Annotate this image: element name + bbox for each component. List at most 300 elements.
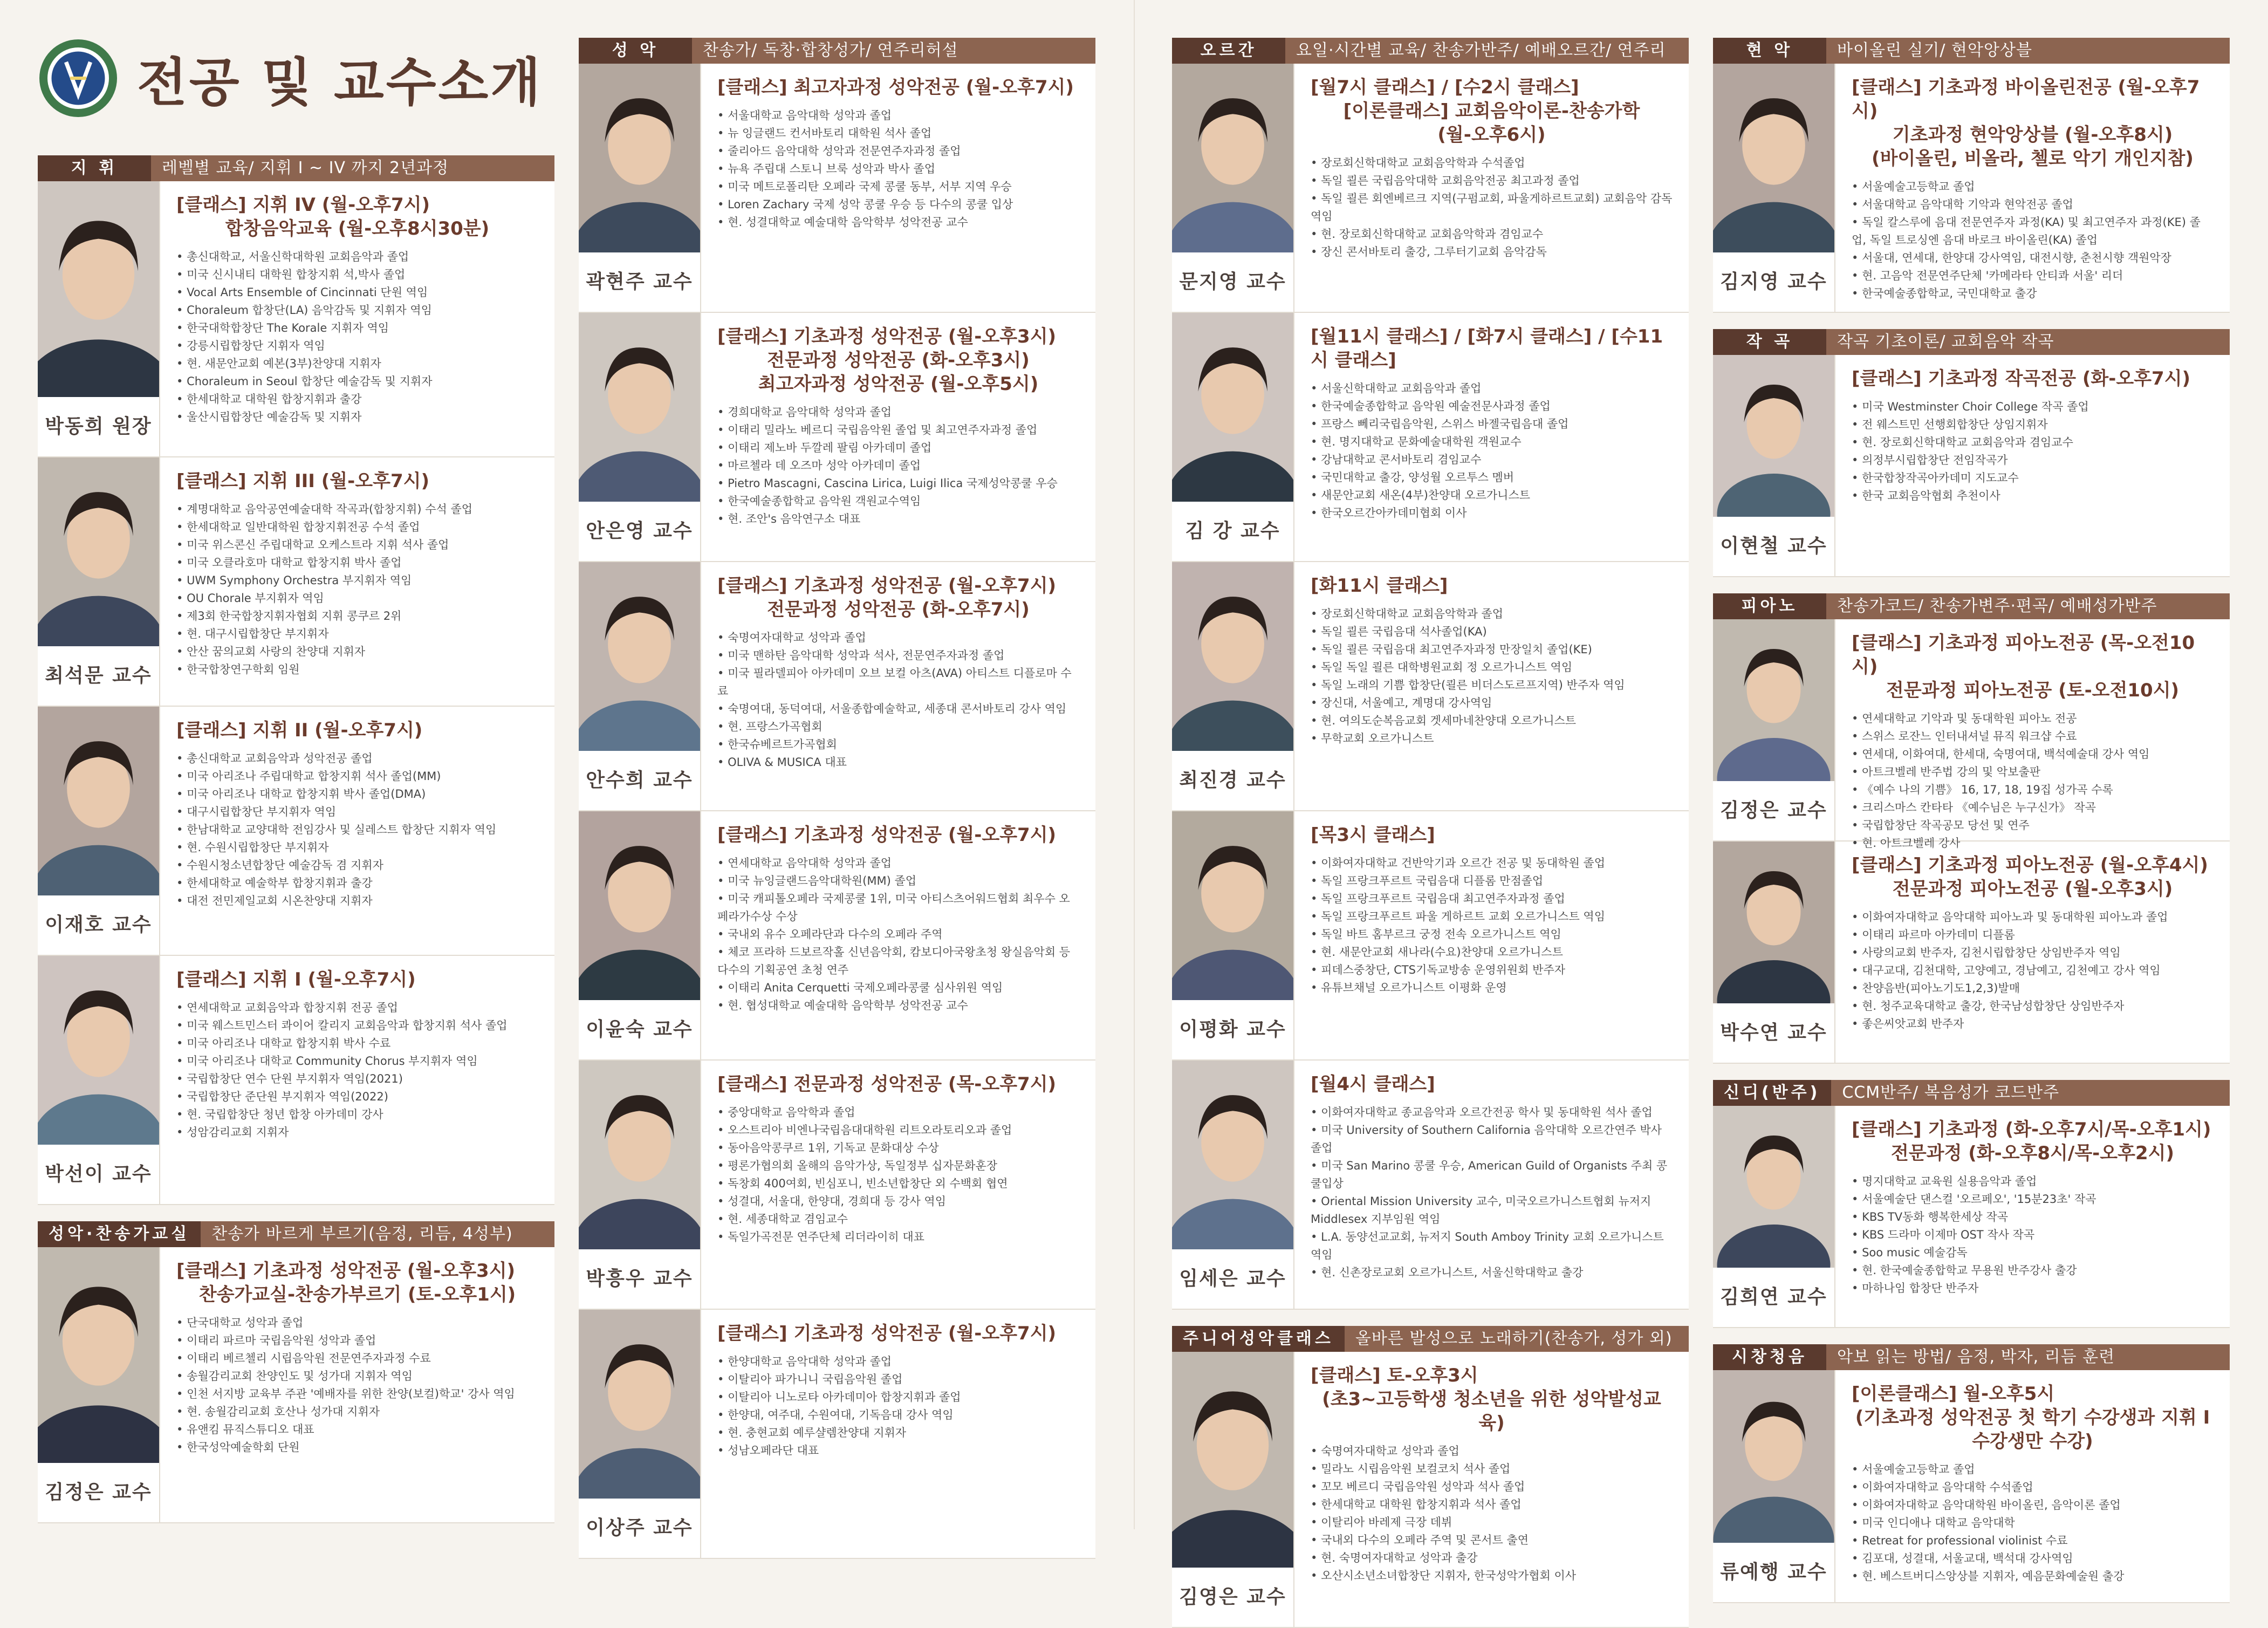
- career-item: • 한국대학합창단 The Korale 지휘자 역임: [176, 319, 538, 337]
- professor-info: [160, 181, 554, 456]
- professor-info: [160, 457, 554, 706]
- professor-name: 김정은 교수: [45, 1481, 152, 1503]
- career-item: • 한국 교회음악협회 추천이사: [1852, 487, 2214, 505]
- class-title-line: [클래스] 기초과정 성악전공 (월-오후3시): [717, 326, 1057, 347]
- professor-card: [1172, 1352, 1689, 1628]
- professor-photo-area: [579, 313, 701, 561]
- career-item: • 스위스 로잔느 인터내셔널 뮤직 워크샵 수료: [1852, 728, 2214, 745]
- career-item: • 강릉시립합창단 지휘자 역임: [176, 337, 538, 355]
- category-description: 작곡 기초이론/ 교회음악 작곡: [1826, 329, 2230, 355]
- category-header: [1172, 1326, 1689, 1352]
- career-item: • 이탈리아 니노로타 아카데미아 합창지휘과 졸업: [717, 1388, 1079, 1406]
- career-item: • 이화여자대학교 종교음악과 오르간전공 학사 및 동대학원 석사 졸업: [1311, 1104, 1673, 1121]
- class-title-line: [월4시 클래스]: [1311, 1073, 1435, 1095]
- career-item: • 현. 협성대학교 예술대학 음악학부 성악전공 교수: [717, 997, 1079, 1015]
- professor-photo: [38, 1247, 159, 1463]
- career-item: • 동아음악콩쿠르 1위, 기독교 문화대상 수상: [717, 1139, 1079, 1157]
- category-description: 찬송가/ 독창·합창성가/ 연주리허설: [692, 38, 1095, 64]
- career-list: [1311, 1442, 1673, 1585]
- career-item: • 송월감리교회 찬양인도 및 성가대 지휘자 역임: [176, 1367, 538, 1385]
- professor-info: [701, 1310, 1095, 1558]
- class-title: [717, 1072, 1079, 1096]
- class-title: [717, 76, 1079, 99]
- class-title: [717, 574, 1079, 621]
- class-title-line: 최고자과정 성악전공 (월-오후5시): [758, 373, 1039, 395]
- class-title-line: [클래스] 최고자과정 성악전공 (월-오후7시): [717, 77, 1074, 98]
- career-item: • 현. 청주교육대학교 출강, 한국남성합창단 상임반주자: [1852, 997, 2214, 1015]
- professor-card: [1172, 562, 1689, 811]
- class-title: [176, 469, 538, 493]
- class-title-line: [클래스] 기초과정 성악전공 (월-오후3시): [176, 1260, 516, 1282]
- career-item: • 총신대학교, 서울신학대학원 교회음악과 졸업: [176, 248, 538, 266]
- career-item: • 현. 조안's 음악연구소 대표: [717, 510, 1079, 528]
- column-vocal: [579, 38, 1095, 1559]
- career-item: • 현. 충현교회 예루샬렘찬양대 지휘자: [717, 1424, 1079, 1442]
- professor-card: [38, 457, 554, 707]
- career-item: • 한국합창작곡아카데미 지도교수: [1852, 469, 2214, 487]
- professor-photo: [1713, 619, 1834, 781]
- professor-photo: [1713, 842, 1834, 1003]
- career-item: • 계명대학교 음악공연예술대학 작곡과(합창지휘) 수석 졸업: [176, 501, 538, 518]
- career-item: • 연세대, 이화여대, 한세대, 숙명여대, 백석예술대 강사 역임: [1852, 745, 2214, 763]
- career-item: • 유앤킴 뮤직스튜디오 대표: [176, 1421, 538, 1439]
- career-item: • 찬양음반(피아노기도1,2,3)발매: [1852, 980, 2214, 997]
- professor-card: [1713, 64, 2230, 313]
- professor-card: [1713, 619, 2230, 850]
- career-item: • 국립합창단 준단원 부지휘자 역임(2022): [176, 1088, 538, 1106]
- career-item: • 사랑의교회 반주자, 김천시립합창단 상임반주자 역임: [1852, 944, 2214, 962]
- category-header: [1713, 38, 2230, 64]
- class-title-line: 전문과정 성악전공 (화-오후7시): [767, 599, 1030, 620]
- career-list: [1311, 1104, 1673, 1282]
- career-item: • 이태리 파르마 아카데미 디플롬: [1852, 926, 2214, 944]
- career-item: • 한국예술종합학교 음악원 예술전문사과정 졸업: [1311, 398, 1673, 415]
- class-title: [1311, 325, 1673, 372]
- career-item: • 독창회 400여회, 빈심포니, 빈소년합창단 외 수백회 협연: [717, 1175, 1079, 1193]
- class-title: [1311, 823, 1673, 847]
- professor-photo: [579, 64, 700, 252]
- class-title: [1852, 1382, 2214, 1453]
- career-item: • 현. 새문안교회 새나라(수요)찬양대 오르가니스트: [1311, 943, 1673, 961]
- career-item: • 현. 명지대학교 문화예술대학원 객원교수: [1311, 433, 1673, 451]
- career-item: • 아트크벨레 반주법 강의 및 악보출판: [1852, 763, 2214, 781]
- career-item: • 독일 독일 쾰른 대학병원교회 정 오르가니스트 역임: [1311, 659, 1673, 676]
- professor-info: [1294, 562, 1689, 810]
- career-item: • KBS 드라마 이제마 OST 작사 작곡: [1852, 1226, 2214, 1244]
- professor-name: 최진경 교수: [1179, 769, 1286, 791]
- category-name: 현 악: [1713, 38, 1826, 64]
- career-item: • KBS TV동화 행복한세상 작곡: [1852, 1208, 2214, 1226]
- professor-photo: [579, 1310, 700, 1499]
- category-name: 신디(반주): [1713, 1080, 1831, 1106]
- professor-name: 김희연 교수: [1720, 1286, 1827, 1308]
- professor-photo: [38, 181, 159, 397]
- career-item: • OLIVA & MUSICA 대표: [717, 754, 1079, 771]
- class-title: [1852, 631, 2214, 702]
- career-item: • 안산 꿈의교회 사랑의 찬양대 지휘자: [176, 643, 538, 661]
- professor-photo: [1713, 1106, 1834, 1268]
- professor-info: [160, 1247, 554, 1522]
- professor-photo-area: [1172, 1061, 1294, 1309]
- career-item: • 이태리 제노바 두깔레 팔림 아카데미 졸업: [717, 439, 1079, 457]
- career-item: • 대구교대, 김천대학, 고양예고, 경남예고, 김천예고 강사 역임: [1852, 962, 2214, 980]
- professor-info: [160, 956, 554, 1204]
- career-item: • 김포대, 성결대, 서울교대, 백석대 강사역임: [1852, 1550, 2214, 1568]
- career-item: • 이탈리아 바레제 극장 데뷔: [1311, 1514, 1673, 1531]
- professor-name: 곽현주 교수: [586, 271, 693, 293]
- professor-card: [1172, 811, 1689, 1061]
- category-description: 요일·시간별 교육/ 찬송가반주/ 예배오르간/ 연주리허설: [1285, 38, 1689, 64]
- career-item: • 밀라노 시립음악원 보컬코치 석사 졸업: [1311, 1460, 1673, 1478]
- class-title-line: [클래스] 기초과정 성악전공 (월-오후7시): [717, 575, 1057, 597]
- professor-photo-area: [38, 707, 160, 955]
- professor-name: 안은영 교수: [586, 520, 693, 542]
- class-title-line: [클래스] 기초과정 (화-오후7시/목-오후1시): [1852, 1119, 2211, 1140]
- career-list: [717, 403, 1079, 528]
- career-item: • 오산시소년소녀합창단 지휘자, 한국성악가협회 이사: [1311, 1567, 1673, 1585]
- professor-card: [1713, 1106, 2230, 1328]
- career-list: [176, 1314, 538, 1456]
- category-description: 바이올린 실기/ 현악앙상블: [1826, 38, 2230, 64]
- professor-photo: [579, 313, 700, 502]
- class-title-line: [클래스] 지휘 III (월-오후7시): [176, 470, 429, 492]
- career-item: • 현. 신촌장로교회 오르가니스트, 서울신학대학교 출강: [1311, 1264, 1673, 1282]
- professor-photo: [1713, 64, 1834, 252]
- career-item: • Soo music 예술감독: [1852, 1244, 2214, 1262]
- professor-info: [701, 64, 1095, 312]
- category-name: 성 악: [579, 38, 692, 64]
- category-description: CCM반주/ 복음성가 코드반주: [1831, 1080, 2230, 1106]
- career-list: [1311, 854, 1673, 997]
- professor-card: [579, 313, 1095, 562]
- career-item: • 현. 아트크벨레 강사: [1852, 834, 2214, 852]
- career-item: • 미국 아리조나 주립대학교 합창지휘 석사 졸업(MM): [176, 768, 538, 785]
- career-item: • 독일 쾰른 국립음악대학 교회음악전공 최고과정 졸업: [1311, 172, 1673, 190]
- career-item: • 현. 성결대학교 예술대학 음악학부 성악전공 교수: [717, 214, 1079, 231]
- career-item: • 한국예술종합학교 음악원 객원교수역임: [717, 492, 1079, 510]
- class-title-line: 전문과정 성악전공 (화-오후3시): [767, 350, 1030, 371]
- category-header: [579, 38, 1095, 64]
- professor-photo: [1172, 811, 1293, 1000]
- professor-photo: [38, 457, 159, 646]
- professor-info: [1835, 1106, 2230, 1327]
- professor-card: [579, 811, 1095, 1061]
- professor-name: 김지영 교수: [1720, 271, 1827, 293]
- career-item: • 독일 노래의 기쁨 합창단(쾰른 비더스도르프지역) 반주자 역임: [1311, 676, 1673, 694]
- career-list: [176, 999, 538, 1141]
- class-title-line: [목3시 클래스]: [1311, 824, 1435, 846]
- career-item: • 현. 장로회신학대학교 교회음악학과 겸임교수: [1311, 225, 1673, 243]
- professor-name: 김정은 교수: [1720, 799, 1827, 822]
- professor-photo-area: [579, 1310, 701, 1558]
- career-item: • 한국오르간아카데미협회 이사: [1311, 504, 1673, 522]
- career-item: • 미국 위스콘신 주립대학교 오케스트라 지휘 석사 졸업: [176, 536, 538, 554]
- professor-name: 김영은 교수: [1179, 1586, 1286, 1608]
- page-title: 전공 및 교수소개: [137, 52, 543, 113]
- career-item: • 한양대, 여주대, 수원여대, 기독음대 강사 역임: [717, 1406, 1079, 1424]
- professor-photo: [1713, 355, 1834, 517]
- class-title-line: 전문과정 (화-오후8시/목-오후2시): [1891, 1143, 2174, 1164]
- class-title-line: 기초과정 현악앙상블 (월-오후8시): [1892, 124, 2173, 146]
- career-item: • L.A. 동양선교교회, 뉴저지 South Amboy Trinity 교회 오르가니스트 역임: [1311, 1228, 1673, 1264]
- career-item: • 숙명여자대학교 성악과 졸업: [717, 629, 1079, 647]
- category-name: 오르간: [1172, 38, 1285, 64]
- career-item: • 한세대학교 대학원 합창지휘과 석사 졸업: [1311, 1496, 1673, 1514]
- career-item: • 국민대학교 출강, 양성월 오르투스 멤버: [1311, 469, 1673, 487]
- career-item: • 미국 필라델피아 아카데미 오브 보컬 아츠(AVA) 아티스트 디플로마 수료: [717, 665, 1079, 700]
- career-list: [1311, 380, 1673, 522]
- career-item: • Retreat for professional violinist 수료: [1852, 1532, 2214, 1550]
- career-item: • 장신 콘서바토리 출강, 그루터기교회 음악감독: [1311, 243, 1673, 261]
- professor-card: [1713, 842, 2230, 1064]
- left-page: [0, 0, 1134, 1539]
- career-item: • 한국합창연구학회 임원: [176, 661, 538, 679]
- career-item: • 이태리 Anita Cerquetti 국제오페라콩쿨 심사위원 역임: [717, 979, 1079, 997]
- professor-card: [38, 1247, 554, 1523]
- professor-photo-area: [1172, 64, 1294, 312]
- career-item: • 의정부시립합창단 전임작곡가: [1852, 452, 2214, 469]
- career-item: • 이화여자대학교 건반악기과 오르간 전공 및 동대학원 졸업: [1311, 854, 1673, 872]
- career-item: • 한세대학교 예술학부 합창지휘과 출강: [176, 874, 538, 892]
- career-item: • 현. 베스트버디스앙상블 지휘자, 예음문화예술원 출강: [1852, 1568, 2214, 1585]
- class-title-line: [클래스] 전문과정 성악전공 (목-오후7시): [717, 1073, 1057, 1095]
- career-item: • 대전 전민제일교회 시온찬양대 지휘자: [176, 892, 538, 910]
- career-item: • 연세대학교 음악대학 성악과 졸업: [717, 854, 1079, 872]
- career-item: • 한세대학교 대학원 합창지휘과 출강: [176, 391, 538, 408]
- professor-photo-area: [1713, 619, 1835, 840]
- career-item: • 무학교회 오르가니스트: [1311, 730, 1673, 748]
- career-item: • 미국 University of Southern California 음악대학 오르간연주 박사 졸업: [1311, 1121, 1673, 1157]
- professor-photo-area: [38, 181, 160, 456]
- professor-photo-area: [1172, 811, 1294, 1059]
- professor-photo-area: [1172, 1352, 1294, 1627]
- professor-card: [1172, 1061, 1689, 1310]
- career-item: • 미국 San Marino 콩쿨 우승, American Guild of Organists 주최 콩쿨입상: [1311, 1157, 1673, 1193]
- title-block: [38, 38, 543, 119]
- professor-card: [1713, 355, 2230, 577]
- career-item: • Choraleum 합창단(LA) 음악감독 및 지휘자 역임: [176, 302, 538, 319]
- professor-photo: [1172, 1352, 1293, 1568]
- career-item: • 서울대, 연세대, 한양대 강사역임, 대전시향, 춘천시향 객원악장: [1852, 249, 2214, 267]
- career-item: • 새문안교회 새온(4부)찬양대 오르가니스트: [1311, 487, 1673, 504]
- career-item: • 연세대학교 기악과 및 동대학원 피아노 전공: [1852, 710, 2214, 728]
- career-list: [176, 750, 538, 910]
- professor-photo-area: [1713, 1106, 1835, 1327]
- career-item: • 독일 프랑크푸르트 파울 게하르트 교회 오르가니스트 역임: [1311, 908, 1673, 926]
- professor-photo: [579, 1061, 700, 1249]
- column-conducting: [38, 155, 554, 1523]
- category-name: 지 휘: [38, 155, 151, 181]
- career-item: • Pietro Mascagni, Cascina Lirica, Luigi Ilica 국제성악콩쿨 우승: [717, 475, 1079, 492]
- career-item: • 현. 한국예술종합학교 무용원 반주강사 출강: [1852, 1262, 2214, 1280]
- career-item: • 현. 숙명여자대학교 성악과 출강: [1311, 1549, 1673, 1567]
- career-item: • 독일 쾰른 국립음대 석사졸업(KA): [1311, 623, 1673, 641]
- career-item: • Loren Zachary 국제 성악 콩쿨 우승 등 다수의 콩쿨 입상: [717, 196, 1079, 214]
- career-item: • 줄리아드 음악대학 성악과 전문연주자과정 졸업: [717, 142, 1079, 160]
- professor-photo-area: [1172, 313, 1294, 561]
- career-item: • 성남오페라단 대표: [717, 1442, 1079, 1460]
- career-item: • 현. 새문안교회 예본(3부)찬양대 지휘자: [176, 355, 538, 373]
- career-item: • 이태리 베르첼리 시립음악원 전문연주자과정 수료: [176, 1350, 538, 1367]
- career-item: • 오스트리아 비엔나국립음대대학원 리트오라토리오과 졸업: [717, 1121, 1079, 1139]
- professor-photo-area: [579, 811, 701, 1059]
- class-title-line: (바이올린, 비올라, 첼로 악기 개인지참): [1872, 148, 2194, 169]
- professor-name: 이윤숙 교수: [586, 1018, 693, 1041]
- career-item: • 미국 맨하탄 음악대학 성악과 석사, 전문연주자과정 졸업: [717, 647, 1079, 665]
- class-title-line: [클래스] 지휘 IV (월-오후7시): [176, 194, 430, 216]
- career-item: • 미국 뉴잉글랜드음악대학원(MM) 졸업: [717, 872, 1079, 890]
- professor-info: [1294, 811, 1689, 1059]
- career-item: • 장로회신학대학교 교회음악학과 수석졸업: [1311, 154, 1673, 172]
- career-item: • 미국 아리조나 대학교 합창지휘 박사 졸업(DMA): [176, 785, 538, 803]
- career-item: • 서울예술고등학교 졸업: [1852, 1461, 2214, 1479]
- career-item: • 미국 신시내티 대학원 합창지휘 석,박사 졸업: [176, 266, 538, 284]
- class-title: [176, 1259, 538, 1306]
- professor-photo-area: [38, 457, 160, 706]
- career-item: • 경희대학교 음악대학 성악과 졸업: [717, 403, 1079, 421]
- career-item: • 독일 프랑크푸르트 국립음대 디플롬 만점졸업: [1311, 872, 1673, 890]
- category-name: 성악·찬송가교실: [38, 1221, 201, 1247]
- professor-info: [701, 811, 1095, 1059]
- career-item: • 숙명여대, 동덕여대, 서울종합예술학교, 세종대 콘서바토리 강사 역임: [717, 700, 1079, 718]
- career-item: • 좋은씨앗교회 반주자: [1852, 1015, 2214, 1033]
- professor-photo: [579, 811, 700, 1000]
- professor-info: [1294, 64, 1689, 312]
- class-title: [1852, 76, 2214, 170]
- class-title: [1852, 367, 2214, 391]
- class-title-line: (기초과정 성악전공 첫 학기 수강생과 지휘 I 수강생만 수강): [1855, 1407, 2210, 1452]
- career-item: • 전 웨스트민 선행회합창단 상임지휘자: [1852, 416, 2214, 434]
- professor-card: [1172, 313, 1689, 562]
- career-item: • 국내외 유수 오페라단과 다수의 오페라 주역: [717, 926, 1079, 943]
- professor-photo: [1172, 1061, 1293, 1249]
- career-item: • 독일 쾰른 국립음대 최고연주자과정 만장일치 졸업(KE): [1311, 641, 1673, 659]
- career-item: • 제3회 한국합창지휘자협회 지휘 콩쿠르 2위: [176, 607, 538, 625]
- career-item: • 《예수 나의 기쁨》 16, 17, 18, 19집 성가곡 수록: [1852, 781, 2214, 799]
- career-list: [717, 629, 1079, 771]
- career-item: • 유튜브채널 오르가니스트 이평화 운영: [1311, 979, 1673, 997]
- career-item: • 서울대학교 음악대학 기악과 현악전공 졸업: [1852, 196, 2214, 214]
- class-title-line: [클래스] 기초과정 성악전공 (월-오후7시): [717, 824, 1057, 846]
- professor-photo: [579, 562, 700, 751]
- career-item: • OU Chorale 부지휘자 역임: [176, 590, 538, 607]
- career-item: • 명지대학교 교육원 실용음악과 졸업: [1852, 1173, 2214, 1191]
- class-title: [1311, 76, 1673, 147]
- category-name: 작 곡: [1713, 329, 1826, 355]
- career-list: [1311, 605, 1673, 748]
- professor-photo-area: [579, 64, 701, 312]
- career-item: • 인천 서지방 교육부 주관 '예배자를 위한 찬양(보컬)학교' 강사 역임: [176, 1385, 538, 1403]
- class-title-line: (초3~고등학생 청소년을 위한 성악발성교육): [1322, 1388, 1661, 1434]
- professor-name: 김 강 교수: [1185, 520, 1280, 542]
- career-item: • 이태리 밀라노 베르디 국립음악원 졸업 및 최고연주자과정 졸업: [717, 421, 1079, 439]
- career-item: • 성암감리교회 지휘자: [176, 1124, 538, 1141]
- professor-name: 임세은 교수: [1179, 1268, 1286, 1290]
- professor-card: [579, 1061, 1095, 1310]
- career-list: [717, 1353, 1079, 1460]
- class-title: [717, 1322, 1079, 1345]
- career-list: [717, 1104, 1079, 1246]
- career-item: • Vocal Arts Ensemble of Cincinnati 단원 역임: [176, 284, 538, 302]
- career-item: • 평론가협의회 올해의 음악가상, 독일정부 십자문화훈장: [717, 1157, 1079, 1175]
- career-item: • 중앙대학교 음악학과 졸업: [717, 1104, 1079, 1121]
- class-title-line: [화11시 클래스]: [1311, 575, 1448, 597]
- class-title-line: [클래스] 지휘 I (월-오후7시): [176, 969, 416, 990]
- class-title: [717, 325, 1079, 396]
- class-title-line: [이론클래스] 교회음악이론-찬송가학: [1343, 100, 1640, 122]
- professor-info: [160, 707, 554, 955]
- professor-info: [1294, 1061, 1689, 1309]
- professor-card: [579, 64, 1095, 313]
- career-list: [1311, 154, 1673, 261]
- professor-card: [579, 562, 1095, 811]
- category-header: [1713, 1080, 2230, 1106]
- career-item: • 독일 칼스루에 음대 전문연주자 과정(KA) 및 최고연주자 과정(KE) 졸업, 독일 트로싱엔 음대 바로크 바이올린(KA) 졸업: [1852, 214, 2214, 249]
- class-title-line: 합창음악교육 (월-오후8시30분): [225, 218, 490, 240]
- category-header: [1713, 1344, 2230, 1370]
- class-title-line: [이론클래스] 월-오후5시: [1852, 1383, 2055, 1405]
- career-item: • 국립합창단 연수 단원 부지휘자 역임(2021): [176, 1070, 538, 1088]
- category-name: 피아노: [1713, 593, 1826, 619]
- professor-info: [1835, 1370, 2230, 1602]
- career-item: • 현. 대구시립합창단 부지휘자: [176, 625, 538, 643]
- professor-photo: [1713, 1370, 1834, 1543]
- professor-name: 류예행 교수: [1720, 1561, 1827, 1583]
- career-item: • 미국 아리조나 대학교 합창지휘 박사 수료: [176, 1035, 538, 1052]
- class-title: [1311, 1072, 1673, 1096]
- career-item: • 서울예술고등학교 졸업: [1852, 178, 2214, 196]
- professor-name: 최석문 교수: [45, 665, 152, 687]
- school-logo-icon: [38, 38, 119, 119]
- class-title: [176, 719, 538, 742]
- professor-name: 이상주 교수: [586, 1517, 693, 1539]
- right-page: [1134, 0, 2268, 1608]
- professor-photo-area: [38, 1247, 160, 1522]
- professor-name: 박동희 원장: [45, 415, 152, 437]
- career-item: • Oriental Mission University 교수, 미국오르가니스트협회 뉴저지 Middlesex 지부임원 역임: [1311, 1193, 1673, 1228]
- class-title-line: [클래스] 기초과정 피아노전공 (월-오후4시): [1852, 854, 2208, 876]
- professor-info: [701, 562, 1095, 810]
- career-item: • 미국 인디애나 대학교 음악대학: [1852, 1514, 2214, 1532]
- professor-photo-area: [1713, 355, 1835, 576]
- class-title: [176, 968, 538, 991]
- class-title-line: [클래스] 토-오후3시: [1311, 1365, 1478, 1386]
- career-item: • 미국 오클라호마 대학교 합창지휘 박사 졸업: [176, 554, 538, 572]
- professor-photo-area: [1713, 64, 1835, 312]
- class-title: [1852, 853, 2214, 901]
- career-item: • 국내외 다수의 오페라 주역 및 콘서트 출연: [1311, 1531, 1673, 1549]
- category-description: 찬송가 바르게 부르기(음정, 리듬, 4성부): [201, 1221, 554, 1247]
- career-item: • 독일 프랑크푸르트 국립음대 최고연주자과정 졸업: [1311, 890, 1673, 908]
- class-title-line: [월11시 클래스] / [화7시 클래스] / [수11시 클래스]: [1311, 326, 1663, 371]
- career-item: • 독일 바트 홈부르크 궁정 전속 오르가니스트 역임: [1311, 926, 1673, 943]
- professor-photo-area: [579, 562, 701, 810]
- career-list: [1852, 908, 2214, 1033]
- career-item: • 미국 웨스트민스터 콰이어 칼리지 교회음악과 합창지휘 석사 졸업: [176, 1017, 538, 1035]
- class-title: [717, 823, 1079, 847]
- career-item: • 프랑스 뻬리국립음악원, 스위스 바젤국립음대 졸업: [1311, 415, 1673, 433]
- career-list: [1852, 1461, 2214, 1585]
- career-item: • 이화여자대학교 음악대학 피아노과 및 동대학원 피아노과 졸업: [1852, 908, 2214, 926]
- career-item: • 뉴욕 주립대 스토니 브룩 성악과 박사 졸업: [717, 160, 1079, 178]
- professor-info: [1835, 619, 2230, 850]
- career-item: • 현. 송월감리교회 호산나 성가대 지휘자: [176, 1403, 538, 1421]
- career-item: • 한국슈베르트가곡협회: [717, 736, 1079, 754]
- career-item: • 서울대학교 음악대학 성악과 졸업: [717, 107, 1079, 125]
- class-title-line: [클래스] 기초과정 피아노전공 (목-오전10시): [1852, 632, 2195, 678]
- category-description: 레벨별 교육/ 지휘 I ~ IV 까지 2년과정: [151, 155, 554, 181]
- category-description: 찬송가코드/ 찬송가변주·편곡/ 예배성가반주: [1826, 593, 2230, 619]
